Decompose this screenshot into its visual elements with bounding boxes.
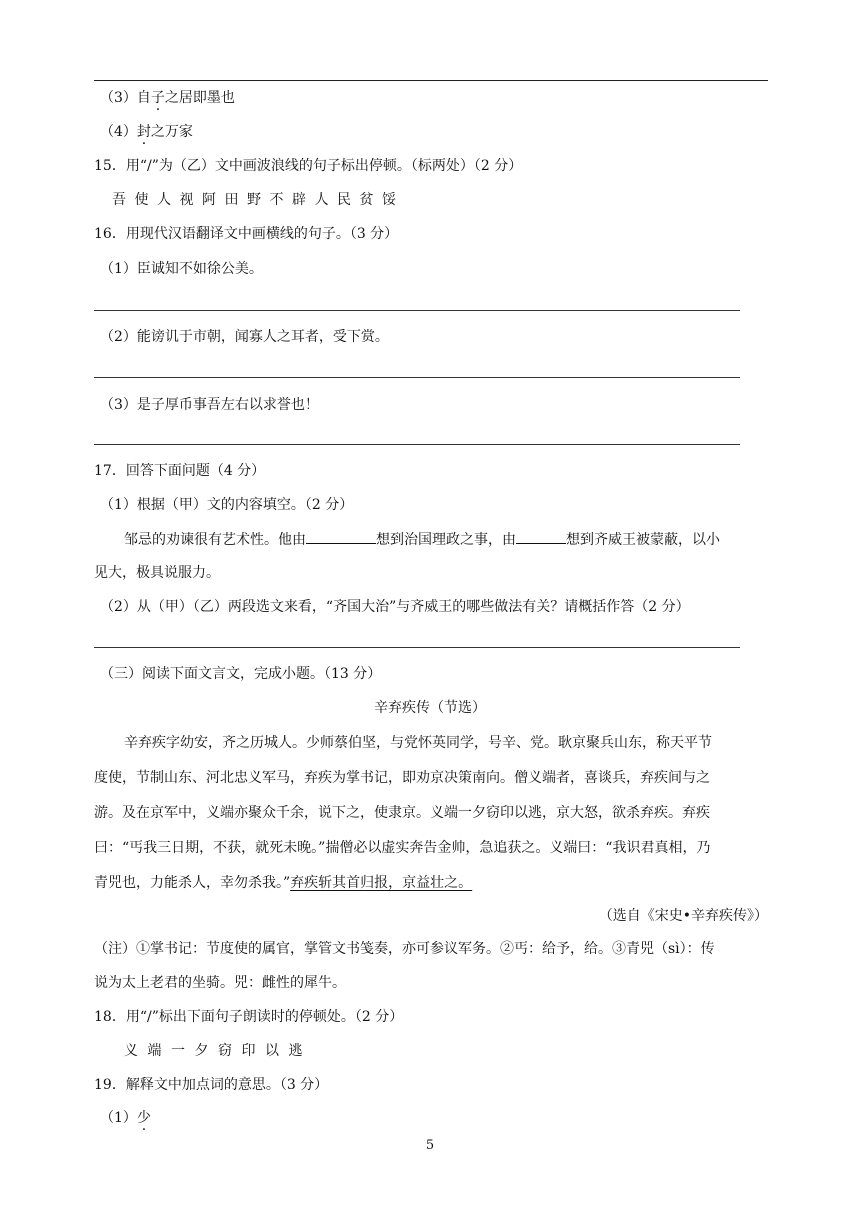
question-17: 17．回答下面问题（4 分） — [94, 463, 266, 479]
q17-item-1: （1）根据（甲）文的内容填空。（2 分） — [100, 497, 354, 513]
page-number: 5 — [425, 1138, 435, 1153]
q16-item-1: （1）臣诚知不如徐公美。 — [100, 261, 263, 277]
q14-item-3 — [100, 88, 235, 108]
question-15: 15．用“/”为（乙）文中画波浪线的句子标出停顿。（标两处）（2 分） — [94, 158, 523, 174]
q16-item-2: （2）能谤讥于市朝，闻寡人之耳者，受下赏。 — [100, 329, 389, 345]
text: 青兕也，力能杀人，幸勿杀我。” — [94, 875, 291, 891]
text: 之万家 — [150, 124, 193, 140]
q17-fill-text-cont: 见大，极具说服力。 — [94, 565, 220, 581]
answer-line[interactable] — [94, 647, 740, 648]
passage-line: 曰：“丐我三日期，不获，就死未晚。”揣僧必以虚实奔告金帅，急追获之。义端曰：“我识君真相，乃 — [94, 840, 711, 856]
text: （3）自 — [100, 90, 151, 106]
text: 之居即墨也 — [164, 90, 235, 106]
text: 想到治国理政之事，由 — [376, 532, 516, 548]
annotation-line: （注）①掌书记：节度使的属官，掌管文书笺奏，亦可参议军务。②丐：给予，给。③青兕（sì）：传 — [94, 941, 715, 957]
text: （1） — [100, 1110, 137, 1126]
section-3-heading: （三）阅读下面文言文，完成小题。（13 分） — [100, 666, 382, 682]
question-16: 16．用现代汉语翻译文中画横线的句子。（3 分） — [94, 226, 399, 242]
q15-sentence: 吾使人视阿田野不辟人民贫馁 — [112, 192, 405, 208]
answer-line[interactable] — [94, 310, 740, 311]
q19-item-1 — [100, 1108, 151, 1128]
question-18: 18．用“/”标出下面句子朗读时的停顿处。（2 分） — [94, 1009, 404, 1025]
fill-blank[interactable] — [516, 529, 566, 544]
underlined-sentence: 弃疾斩其首归报，京益壮之。 — [290, 875, 473, 891]
text: 邹忌的劝谏很有艺术性。他由 — [124, 532, 306, 548]
header-rule — [94, 80, 768, 81]
q16-item-3: （3）是子厚币事吾左右以求誉也！ — [100, 397, 319, 413]
annotation-line: 说为太上老君的坐骑。兕：雌性的犀牛。 — [94, 975, 346, 991]
q17-fill-text — [124, 529, 720, 550]
answer-line[interactable] — [94, 377, 740, 378]
question-19: 19．解释文中加点词的意思。（3 分） — [94, 1077, 329, 1093]
passage-line: 辛弃疾字幼安，齐之历城人。少师蔡伯坚，与党怀英同学，号辛、党。耿京聚兵山东，称天平节 — [124, 735, 712, 751]
q14-item-4 — [100, 122, 193, 142]
dotted-word: 子 — [150, 90, 165, 106]
text: 想到齐威王被蒙蔽，以小 — [566, 532, 720, 548]
text: （4） — [100, 124, 137, 140]
passage-line: 游。及在京军中，义端亦聚众千余，说下之，使隶京。义端一夕窃印以逃，京大怒，欲杀弃疾。弃疾 — [94, 805, 710, 821]
q17-item-2: （2）从（甲）（乙）两段选文来看，“齐国大治”与齐威王的哪些做法有关？请概括作答（2 分） — [100, 599, 690, 615]
passage-title: 辛弃疾传（节选） — [374, 700, 486, 716]
fill-blank[interactable] — [306, 529, 376, 544]
passage-line — [94, 873, 472, 893]
dotted-word: 少 — [136, 1110, 151, 1126]
source-citation: （选自《宋史•辛弃疾传》） — [598, 908, 768, 924]
passage-line: 度使，节制山东、河北忠义军马，弃疾为掌书记，即劝京决策南向。僧义端者，喜谈兵，弃疾间与之 — [94, 770, 710, 786]
q18-sentence: 义端一夕窃印以逃 — [124, 1043, 312, 1059]
dotted-word: 封 — [136, 124, 151, 140]
answer-line[interactable] — [94, 444, 740, 445]
